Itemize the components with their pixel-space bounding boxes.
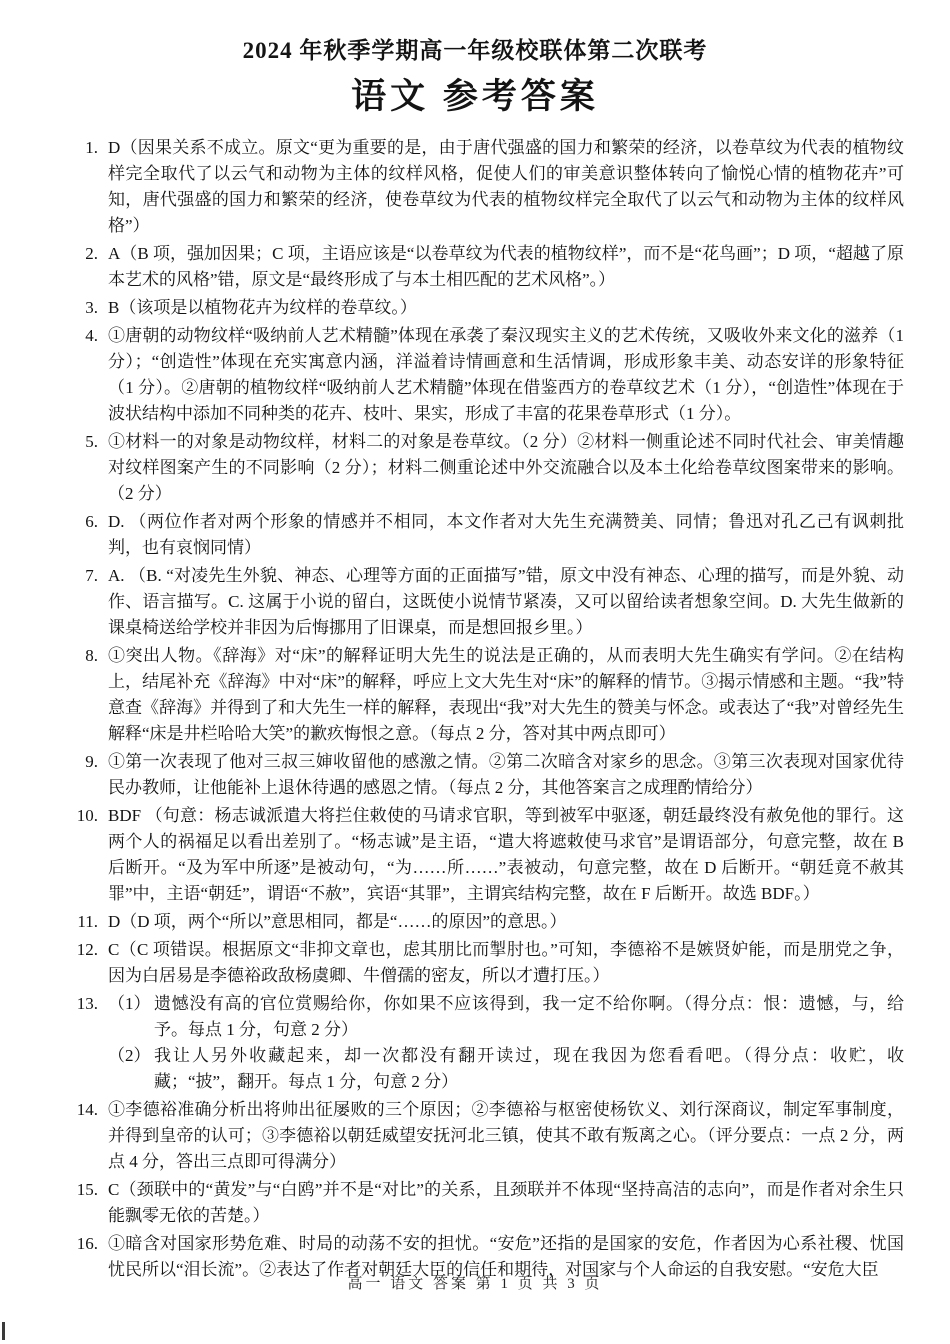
answer-number: 6. [85, 512, 98, 531]
answer-number: 10. [76, 806, 98, 825]
answer-key-subtitle: 语文 参考答案 [351, 77, 599, 116]
answer-number: 3. [85, 298, 98, 317]
answer-number: 8. [85, 646, 98, 665]
answer-text: ①李德裕准确分析出将帅出征屡败的三个原因；②李德裕与枢密使杨钦义、刘行深商议，制定军事制度，并得到皇帝的认可；③李德裕以朝廷威望安抚河北三镇，使其不敢有叛离之心。（评分要点：一点 2 分，两点 4 分，答出三点即可得满分） [108, 1100, 904, 1171]
answer-number: 13. [76, 994, 98, 1013]
answer-item-3 [60, 295, 904, 321]
scan-edge-artifact [2, 1322, 5, 1340]
answer-item-6 [60, 509, 904, 561]
answer-item-11 [60, 909, 904, 935]
answer-item-4 [60, 323, 904, 427]
answer-number: 11. [77, 912, 98, 931]
subanswer-text: 遗憾没有高的官位赏赐给你，你如果不应该得到，我一定不给你啊。（得分点：恨：遗憾，与，给予。每点 1 分，句意 2 分） [154, 994, 904, 1039]
exam-title: 2024 年秋季学期高一年级校联体第二次联考 [242, 38, 708, 63]
answer-text: A. （B. “对凌先生外貌、神态、心理等方面的正面描写”错，原文中没有神态、心理的描写，而是外貌、动作、语言描写。C. 这属于小说的留白，这既使小说情节紧凑，又可以留给读者想象空间。D. 大先生做新的课桌椅送给学校并非因为后悔挪用了旧课桌，而是想回报乡里。） [108, 566, 904, 637]
answer-text [108, 991, 904, 1095]
answer-number: 5. [85, 432, 98, 451]
answer-text: ①第一次表现了他对三叔三婶收留他的感激之情。②第二次暗含对家乡的思念。③第三次表现对国家优待民办教师，让他能补上退休待遇的感恩之情。（每点 2 分，其他答案言之成理酌情给分） [108, 752, 904, 797]
answer-text: BDF （句意：杨志诚派遣大将拦住敕使的马请求官职，等到被军中驱逐，朝廷最终没有赦免他的罪行。这两个人的祸福足以看出差别了。“杨志诚”是主语，“遣大将遮敕使马求官”是谓语部分，句意完整，故在 B 后断开。“及为军中所逐”是被动句，“为……所……”表被动，句意完整，故在 D 后断开。“朝廷竟不赦其罪”中，主语“朝廷”，谓语“不赦”，宾语“其罪”，主谓宾结构完整，故在 F 后断开。故选 BDF。） [108, 806, 904, 903]
answer-subitem [108, 991, 904, 1043]
answer-number: 12. [76, 940, 98, 959]
answer-text: ①唐朝的动物纹样“吸纳前人艺术精髓”体现在承袭了秦汉现实主义的艺术传统，又吸收外来文化的滋养（1 分）；“创造性”体现在充实寓意内涵，洋溢着诗情画意和生活情调，形成形象丰美、动态安详的形象特征（1 分）。②唐朝的植物纹样“吸纳前人艺术精髓”体现在借鉴西方的卷草纹艺术（1 分），“创造性”体现在于波状结构中添加不同种类的花卉、枝叶、果实，形成了丰富的花果卷草形式（1 分）。 [108, 326, 904, 423]
answer-item-15 [60, 1177, 904, 1229]
answer-text: D（因果关系不成立。原文“更为重要的是，由于唐代强盛的国力和繁荣的经济，以卷草纹为代表的植物纹样完全取代了以云气和动物为主体的纹样风格，促使人们的审美意识整体转向了愉悦心情的植物花卉”可知，唐代强盛的国力和繁荣的经济，使卷草纹为代表的植物纹样完全取代了以云气和动物为主体的纹样风格”） [108, 138, 904, 235]
answer-number: 2. [85, 244, 98, 263]
answer-text: A（B 项，强加因果；C 项，主语应该是“以卷草纹为代表的植物纹样”，而不是“花鸟画”；D 项，“超越了原本艺术的风格”错，原文是“最终形成了与本土相匹配的艺术风格”。） [108, 244, 904, 289]
answer-item-10 [60, 803, 904, 907]
answer-text: B（该项是以植物花卉为纹样的卷草纹。） [108, 298, 417, 317]
subanswer-text: 我让人另外收藏起来，却一次都没有翻开读过，现在我因为您看看吧。（得分点：收贮，收藏；“披”，翻开。每点 1 分，句意 2 分） [154, 1046, 904, 1091]
answer-number: 4. [85, 326, 98, 345]
answer-number: 9. [85, 752, 98, 771]
answer-text: D（D 项，两个“所以”意思相同，都是“……的原因”的意思。） [108, 912, 567, 931]
answer-item-1 [60, 135, 904, 239]
subanswer-label: （2） [108, 1046, 151, 1065]
answer-text: ①材料一的对象是动物纹样，材料二的对象是卷草纹。（2 分）②材料一侧重论述不同时代社会、审美情趣对纹样图案产生的不同影响（2 分）；材料二侧重论述中外交流融合以及本土化给卷草纹图案带来的影响。（2 分） [108, 432, 904, 503]
answer-text: C（颈联中的“黄发”与“白鸥”并不是“对比”的关系，且颈联并不体现“坚持高洁的志向”，而是作者对余生只能飘零无依的苦楚。） [108, 1180, 904, 1225]
answer-item-8 [60, 643, 904, 747]
answer-text: C（C 项错误。根据原文“非抑文章也，虑其朋比而掣肘也。”可知，李德裕不是嫉贤妒能，而是朋党之争，因为白居易是李德裕政敌杨虞卿、牛僧孺的密友，所以才遭打压。） [108, 940, 904, 985]
answer-item-13 [60, 991, 904, 1095]
answer-number: 7. [85, 566, 98, 585]
answer-number: 1. [85, 138, 98, 157]
answer-item-9 [60, 749, 904, 801]
answer-text: ①突出人物。《辞海》对“床”的解释证明大先生的说法是正确的，从而表明大先生确实有学问。②在结构上，结尾补充《辞海》中对“床”的解释，呼应上文大先生对“床”的解释的情节。③揭示情感和主题。“我”特意查《辞海》并得到了和大先生一样的解释，表现出“我”对大先生的赞美与怀念。或表达了“我”对曾经先生解释“床是井栏哈哈大笑”的歉疚悔恨之意。（每点 2 分，答对其中两点即可） [108, 646, 904, 743]
answer-subitem [108, 1043, 904, 1095]
page-footer: 高一 语文 答案 第 1 页 共 3 页 [347, 1276, 603, 1292]
answer-item-2 [60, 241, 904, 293]
answer-item-7 [60, 563, 904, 641]
answer-item-14 [60, 1097, 904, 1175]
answer-item-12 [60, 937, 904, 989]
answer-number: 14. [76, 1100, 98, 1119]
answer-text: ①暗含对国家形势危难、时局的动荡不安的担忧。“安危”还指的是国家的安危，作者因为心系社稷、忧国忧民所以“泪长流”。②表达了作者对朝廷大臣的信任和期待，对国家与个人命运的自我安慰。“安危大臣 [108, 1234, 904, 1279]
subanswer-label: （1） [108, 994, 151, 1013]
answer-number: 16. [76, 1234, 98, 1253]
answer-number: 15. [76, 1180, 98, 1199]
answer-text: D. （两位作者对两个形象的情感并不相同，本文作者对大先生充满赞美、同情；鲁迅对孔乙己有讽刺批判，也有哀悯同情） [108, 512, 904, 557]
answer-list [60, 135, 904, 1283]
answer-item-5 [60, 429, 904, 507]
